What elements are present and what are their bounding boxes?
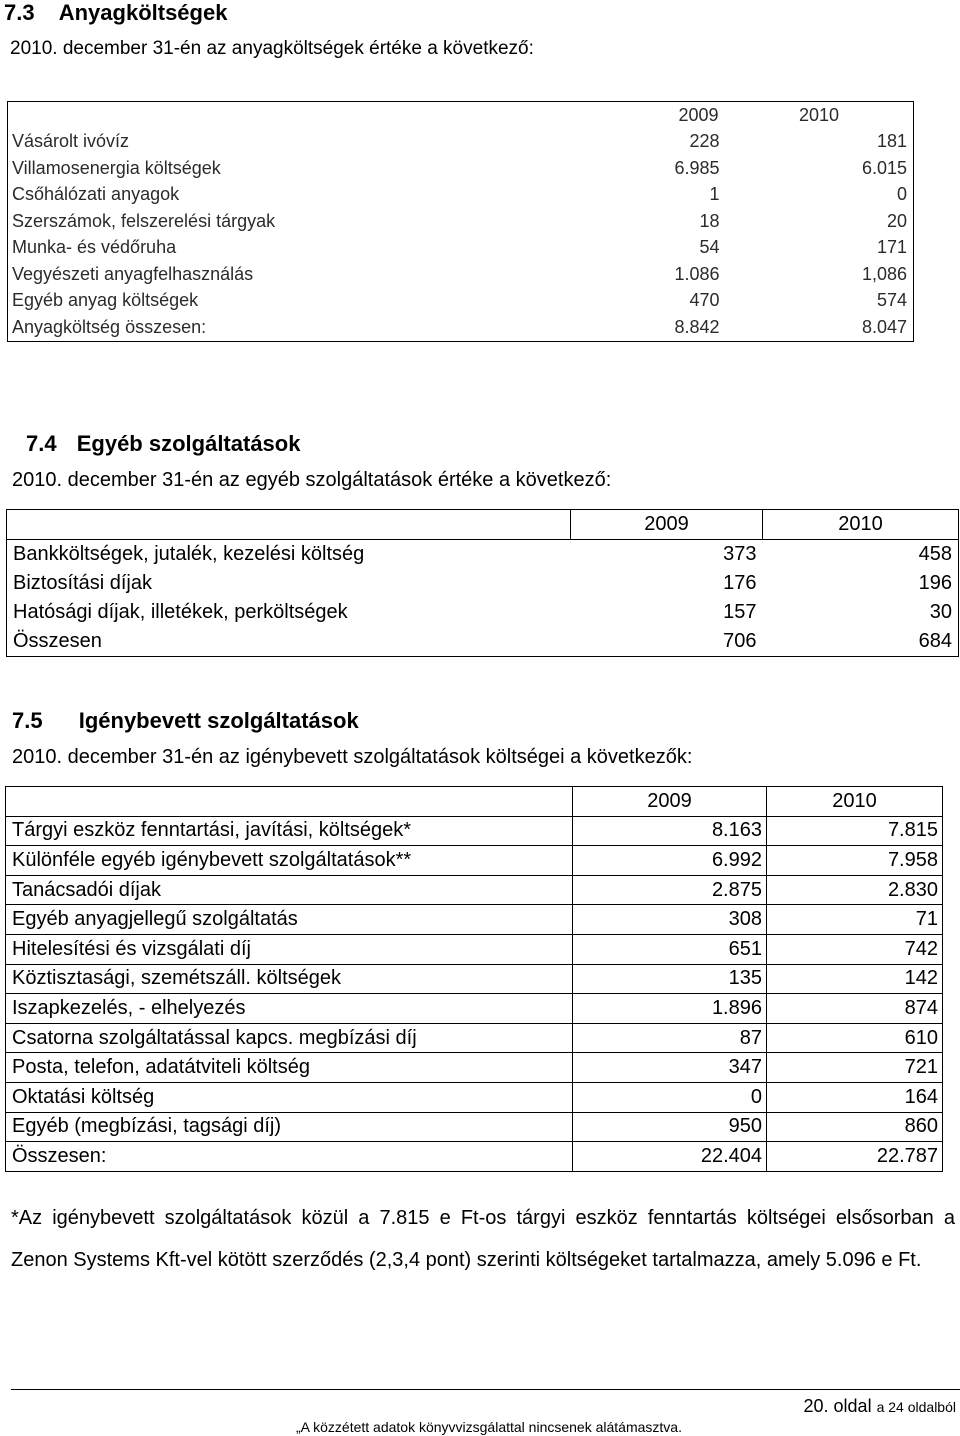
value-2009: 6.992	[573, 846, 767, 876]
row-label: Különféle egyéb igénybevett szolgáltatások**	[6, 846, 573, 876]
row-label: Vásárolt ivóvíz	[12, 131, 130, 152]
table-row	[6, 816, 943, 846]
table-header-row	[7, 510, 959, 540]
other-services-table	[6, 509, 959, 657]
row-label: Köztisztasági, szemétszáll. költségek	[6, 964, 573, 994]
value-2009: 18	[699, 210, 720, 231]
table-row	[6, 875, 943, 905]
value-2009: 1.086	[674, 263, 720, 284]
table-row	[6, 994, 943, 1024]
column-header-2010: 2010	[767, 787, 943, 817]
value-2009: 87	[573, 1023, 767, 1053]
table-row	[6, 1112, 943, 1142]
column-header-2009: 2009	[678, 104, 719, 125]
table-row	[6, 934, 943, 964]
footnote-line-1: *Az igénybevett szolgáltatások közül a 7.815 e Ft-os tárgyi eszköz fenntartás költségei elsősorban a	[11, 1207, 955, 1229]
table-row	[8, 235, 914, 262]
value-2009: 176	[723, 572, 757, 594]
table-header-row	[6, 787, 943, 817]
section-title: Anyagköltségek	[58, 0, 228, 25]
value-2010: 0	[896, 184, 907, 205]
table-row	[6, 1142, 943, 1172]
row-label: Hatósági díjak, illetékek, perköltségek	[13, 601, 348, 623]
row-label: Csőhálózati anyagok	[12, 184, 180, 205]
value-2010: 6.015	[861, 157, 907, 178]
section-7-4-intro: 2010. december 31-én az egyéb szolgáltatások értéke a következő:	[12, 469, 612, 491]
value-2009: 22.404	[573, 1142, 767, 1172]
value-2010: 196	[918, 572, 952, 594]
section-7-5-intro: 2010. december 31-én az igénybevett szolgáltatások költségei a következők:	[12, 746, 693, 768]
value-2009: 651	[573, 934, 767, 964]
column-header-2010: 2010	[763, 510, 959, 540]
row-label: Posta, telefon, adatátviteli költség	[6, 1053, 573, 1083]
value-2009: 6.985	[674, 157, 720, 178]
value-2010: 458	[918, 543, 952, 565]
row-label: Szerszámok, felszerelési tárgyak	[12, 210, 276, 231]
column-header-2010: 2010	[798, 104, 839, 125]
value-2010: 7.815	[767, 816, 943, 846]
value-2009: 2.875	[573, 875, 767, 905]
value-2010: 874	[767, 994, 943, 1024]
value-2009: 54	[699, 237, 720, 258]
value-2009: 373	[723, 543, 757, 565]
row-label: Oktatási költség	[6, 1082, 573, 1112]
row-label: Összesen	[13, 630, 102, 652]
value-2009: 706	[723, 630, 757, 652]
row-label: Egyéb anyag költségek	[12, 290, 199, 311]
section-7-4-heading	[26, 431, 300, 457]
section-title: Egyéb szolgáltatások	[76, 431, 301, 456]
value-2010: 181	[876, 131, 907, 152]
value-2010: 860	[767, 1112, 943, 1142]
section-7-5-heading	[12, 708, 359, 734]
value-2010: 684	[918, 630, 952, 652]
footnote-line-2: Zenon Systems Kft-vel kötött szerződés (2,3,4 pont) szerinti költségeket tartalmazza, amely 5.096 e Ft.	[11, 1249, 922, 1271]
value-2009: 8.842	[674, 316, 720, 337]
table-row	[8, 129, 914, 156]
value-2010: 20	[886, 210, 907, 231]
value-2010: 610	[767, 1023, 943, 1053]
value-2010: 721	[767, 1053, 943, 1083]
material-costs-table	[7, 101, 914, 342]
section-7-3-heading	[4, 0, 227, 26]
footer-divider	[11, 1389, 960, 1390]
row-label: Villamosenergia költségek	[12, 157, 221, 178]
table-row	[7, 627, 959, 657]
table-row	[6, 1082, 943, 1112]
value-2010: 71	[767, 905, 943, 935]
value-2009: 8.163	[573, 816, 767, 846]
table-row	[8, 155, 914, 182]
table-row	[6, 1053, 943, 1083]
row-label: Egyéb anyagjellegű szolgáltatás	[6, 905, 573, 935]
table-row	[7, 598, 959, 627]
value-2010: 22.787	[767, 1142, 943, 1172]
value-2009: 0	[573, 1082, 767, 1112]
section-number: 7.5	[12, 708, 43, 733]
row-label: Iszapkezelés, - elhelyezés	[6, 994, 573, 1024]
used-services-table	[5, 786, 943, 1172]
table-row	[6, 846, 943, 876]
table-row	[8, 288, 914, 315]
row-label: Tanácsadói díjak	[6, 875, 573, 905]
section-number: 7.4	[26, 431, 57, 456]
section-7-3-intro: 2010. december 31-én az anyagköltségek értéke a következő:	[10, 38, 534, 59]
value-2010: 7.958	[767, 846, 943, 876]
page-indicator	[804, 1396, 956, 1417]
footer-disclaimer: „A közzétett adatok könyvvizsgálattal nincsenek alátámasztva.	[296, 1419, 682, 1435]
value-2010: 171	[876, 237, 907, 258]
row-label: Vegyészeti anyagfelhasználás	[12, 263, 254, 284]
row-label: Bankköltségek, jutalék, kezelési költség	[13, 543, 365, 565]
value-2009: 1	[709, 184, 720, 205]
value-2009: 308	[573, 905, 767, 935]
value-2010: 164	[767, 1082, 943, 1112]
table-row	[7, 569, 959, 598]
value-2009: 950	[573, 1112, 767, 1142]
value-2010: 30	[929, 601, 952, 623]
row-label: Összesen:	[6, 1142, 573, 1172]
value-2010: 2.830	[767, 875, 943, 905]
table-row	[6, 1023, 943, 1053]
value-2009: 157	[723, 601, 757, 623]
value-2010: 142	[767, 964, 943, 994]
value-2009: 347	[573, 1053, 767, 1083]
row-label: Egyéb (megbízási, tagsági díj)	[6, 1112, 573, 1142]
value-2009: 228	[689, 131, 720, 152]
row-label: Biztosítási díjak	[13, 572, 152, 594]
page-number: 20. oldal	[803, 1396, 872, 1416]
value-2010: 742	[767, 934, 943, 964]
table-row	[6, 905, 943, 935]
value-2010: 574	[876, 290, 907, 311]
row-label: Munka- és védőruha	[12, 237, 177, 258]
column-header-2009: 2009	[571, 510, 763, 540]
row-label: Hitelesítési és vizsgálati díj	[6, 934, 573, 964]
table-row	[8, 208, 914, 235]
column-header-2009: 2009	[573, 787, 767, 817]
page-of-total: a 24 oldalból	[876, 1399, 956, 1415]
table-row	[7, 540, 959, 570]
table-row	[8, 182, 914, 209]
value-2009: 135	[573, 964, 767, 994]
value-2009: 470	[689, 290, 720, 311]
value-2009: 1.896	[573, 994, 767, 1024]
row-label: Csatorna szolgáltatással kapcs. megbízási díj	[6, 1023, 573, 1053]
section-title: Igénybevett szolgáltatások	[78, 708, 359, 733]
table-header-row	[8, 102, 914, 129]
row-label: Anyagköltség összesen:	[12, 316, 207, 337]
value-2010: 8.047	[861, 316, 907, 337]
table-row	[8, 261, 914, 288]
value-2010: 1,086	[861, 263, 907, 284]
section-number: 7.3	[4, 0, 35, 25]
table-row	[8, 314, 914, 341]
row-label: Tárgyi eszköz fenntartási, javítási, költségek*	[6, 816, 573, 846]
table-row	[6, 964, 943, 994]
